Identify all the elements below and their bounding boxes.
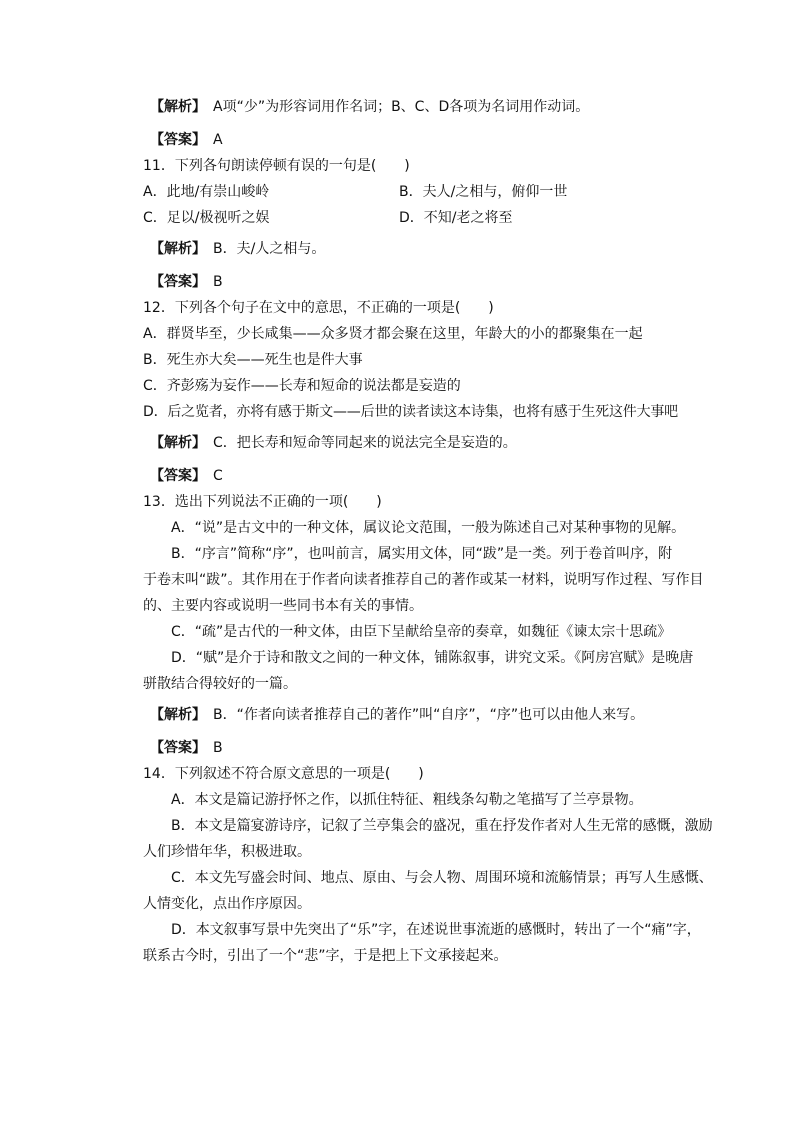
q14-option-c-line-2: 人情变化，点出作序原因。 [143, 896, 311, 912]
q11-options-row-1 [143, 181, 655, 203]
analysis-label: 【解析】 [150, 707, 199, 723]
answer-label: 【答案】 [150, 740, 199, 756]
q10-answer: 【答案】 A [150, 132, 223, 148]
q13-option-b-line-2: 于卷末叫“跋”。其作用在于作者向读者推荐自己的著作或某一材料，说明写作过程、写作目 [143, 572, 704, 588]
document-content [143, 96, 713, 967]
q10-analysis: 【解析】 A项“少”为形容词用作名词；B、C、D各项为名词用作动词。 [150, 99, 590, 115]
q13-option-b-line-1: B．“序言”简称“序”，也叫前言，属实用文体，同“跋”是一类。列于卷首叫序，附 [171, 546, 673, 562]
q13-option-d-line-1: D．“赋”是介于诗和散文之间的一种文体，铺陈叙事，讲究文采。《阿房宫赋》是晚唐 [171, 650, 694, 666]
q12-option-b: B．死生亦大矣——死生也是件大事 [143, 352, 363, 368]
q11-option-d: D．不知/老之将至 [399, 210, 513, 226]
q13-stem: 13．选出下列说法不正确的一项( ) [143, 494, 382, 510]
q11-analysis: 【解析】 B．夫/人之相与。 [150, 241, 326, 257]
q14-option-b-line-2: 人们珍惜年华，积极进取。 [143, 844, 311, 860]
q12-analysis: 【解析】 C．把长寿和短命等同起来的说法完全是妄造的。 [150, 435, 517, 451]
q11-options-row-2 [143, 207, 655, 229]
q13-option-a: A．“说”是古文中的一种文体，属议论文范围，一般为陈述自己对某种事物的见解。 [171, 520, 686, 536]
analysis-label: 【解析】 [150, 435, 199, 451]
q11-option-c: C．足以/极视听之娱 [143, 210, 270, 226]
q12-option-a: A．群贤毕至，少长咸集——众多贤才都会聚在这里，年龄大的小的都聚集在一起 [143, 326, 643, 342]
q12-answer: 【答案】 C [150, 468, 223, 484]
analysis-label: 【解析】 [150, 99, 199, 115]
q13-analysis: 【解析】 B．“作者向读者推荐自己的著作”叫“自序”，“序”也可以由他人来写。 [150, 707, 645, 723]
q13-option-c: C．“疏”是古代的一种文体，由臣下呈献给皇帝的奏章，如魏征《谏太宗十思疏》 [171, 624, 672, 640]
answer-label: 【答案】 [150, 468, 199, 484]
q14-option-c-line-1: C．本文先写盛会时间、地点、原由、与会人物、周围环境和流觞情景；再写人生感慨、 [171, 870, 713, 886]
answer-label: 【答案】 [150, 274, 199, 290]
q14-option-b-line-1: B．本文是篇宴游诗序，记叙了兰亭集会的盛况，重在抒发作者对人生无常的感慨，激励 [171, 818, 713, 834]
analysis-label: 【解析】 [150, 241, 199, 257]
q13-option-b-line-3: 的、主要内容或说明一些同书本有关的事情。 [143, 598, 423, 614]
q12-option-d: D．后之览者，亦将有感于斯文——后世的读者读这本诗集，也将有感于生死这件大事吧 [143, 404, 678, 420]
q12-option-c: C．齐彭殇为妄作——长寿和短命的说法都是妄造的 [143, 378, 461, 394]
q13-option-d-line-2: 骈散结合得较好的一篇。 [143, 676, 297, 692]
q14-stem: 14．下列叙述不符合原文意思的一项是( ) [143, 766, 424, 782]
q14-option-a: A．本文是篇记游抒怀之作，以抓住特征、粗线条勾勒之笔描写了兰亭景物。 [171, 792, 643, 808]
q13-answer: 【答案】 B [150, 740, 223, 756]
q14-option-d-line-1: D．本文叙事写景中先突出了“乐”字，在述说世事流逝的感慨时，转出了一个“痛”字， [171, 922, 701, 938]
q11-option-a: A．此地/有崇山峻岭 [143, 184, 270, 200]
q11-option-b: B．夫人/之相与，俯仰一世 [399, 184, 568, 200]
q11-answer: 【答案】 B [150, 274, 223, 290]
q12-stem: 12．下列各个句子在文中的意思，不正确的一项是( ) [143, 300, 494, 316]
answer-label: 【答案】 [150, 132, 199, 148]
q14-option-d-line-2: 联系古今时，引出了一个“悲”字，于是把上下文承接起来。 [143, 948, 508, 964]
q11-stem: 11．下列各句朗读停顿有误的一句是( ) [143, 158, 410, 174]
